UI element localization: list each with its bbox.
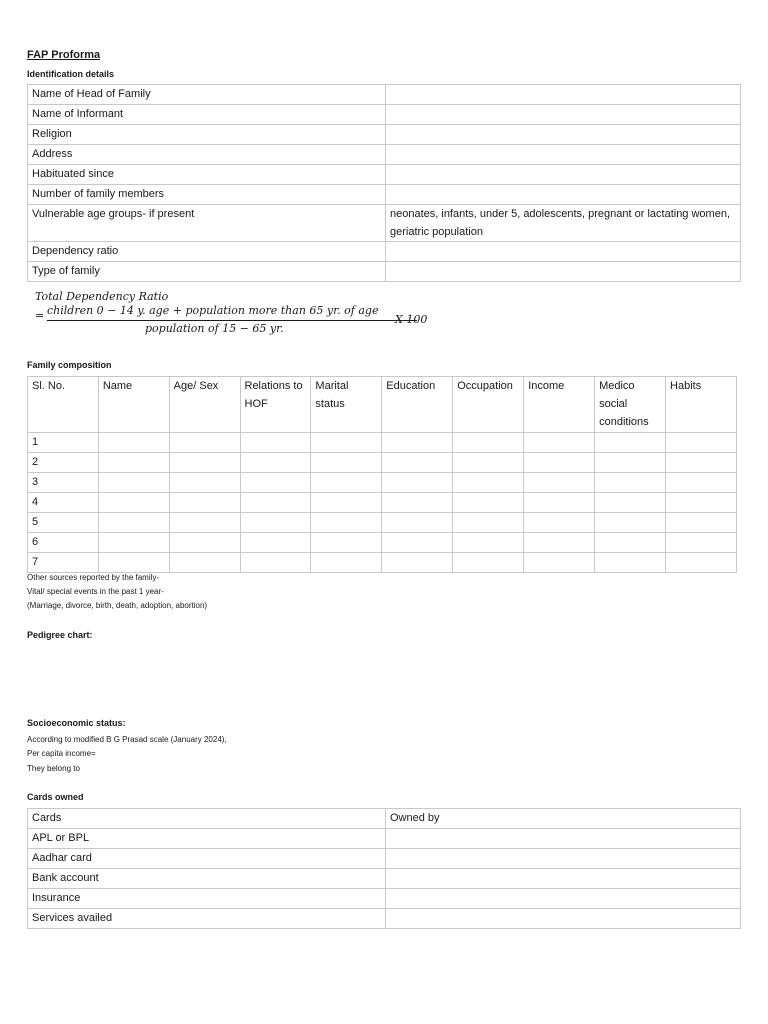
empty-cell: [524, 533, 595, 553]
identification-row: [28, 105, 741, 125]
column-header: Sl. No.: [28, 377, 99, 433]
empty-cell: [240, 553, 311, 573]
empty-cell: [524, 473, 595, 493]
card-type: Insurance: [28, 889, 386, 909]
empty-cell: [98, 433, 169, 453]
empty-cell: [311, 513, 382, 533]
owned-by-column-header: Owned by: [386, 809, 741, 829]
table-row: [28, 433, 737, 453]
serial-number: 2: [28, 453, 99, 473]
column-header: Name: [98, 377, 169, 433]
empty-cell: [666, 553, 737, 573]
identification-heading: Identification details: [27, 69, 115, 79]
document-title: FAP Proforma: [27, 49, 101, 61]
empty-cell: [453, 473, 524, 493]
empty-cell: [169, 493, 240, 513]
empty-cell: [666, 513, 737, 533]
empty-cell: [98, 553, 169, 573]
table-row: [28, 889, 741, 909]
empty-cell: [453, 513, 524, 533]
empty-cell: [382, 433, 453, 453]
empty-cell: [666, 453, 737, 473]
family-composition-heading: Family composition: [27, 360, 112, 370]
empty-cell: [595, 433, 666, 453]
empty-cell: [240, 473, 311, 493]
identification-row: [28, 165, 741, 185]
empty-cell: [240, 513, 311, 533]
family-composition-table: [27, 376, 737, 573]
empty-cell: [453, 533, 524, 553]
column-header: Income: [524, 377, 595, 433]
empty-cell: [524, 493, 595, 513]
column-header: Occupation: [453, 377, 524, 433]
table-row: [28, 553, 737, 573]
empty-cell: [595, 533, 666, 553]
other-sources-note: Other sources reported by the family-: [27, 573, 160, 582]
empty-cell: [311, 433, 382, 453]
owned-by-value: [386, 849, 741, 869]
owned-by-value: [386, 869, 741, 889]
serial-number: 7: [28, 553, 99, 573]
field-value: [386, 105, 741, 125]
field-value: [386, 165, 741, 185]
column-header: Habits: [666, 377, 737, 433]
formula-equals: =: [35, 309, 45, 322]
empty-cell: [169, 433, 240, 453]
empty-cell: [595, 513, 666, 533]
empty-cell: [169, 553, 240, 573]
empty-cell: [311, 553, 382, 573]
card-type: APL or BPL: [28, 829, 386, 849]
field-label: Type of family: [28, 262, 386, 282]
vital-events-note: Vital/ special events in the past 1 year-: [27, 587, 164, 596]
formula-title: Total Dependency Ratio: [35, 290, 169, 303]
empty-cell: [524, 433, 595, 453]
empty-cell: [382, 473, 453, 493]
field-value: [386, 125, 741, 145]
field-label: Vulnerable age groups- if present: [28, 205, 386, 242]
field-value: [386, 185, 741, 205]
identification-row: [28, 145, 741, 165]
empty-cell: [453, 433, 524, 453]
empty-cell: [595, 493, 666, 513]
field-value: neonates, infants, under 5, adolescents, pregnant or lactating women, geriatric population: [386, 205, 741, 242]
socioeconomic-heading: Socioeconomic status:: [27, 718, 126, 728]
empty-cell: [666, 533, 737, 553]
empty-cell: [666, 493, 737, 513]
empty-cell: [595, 453, 666, 473]
column-header: Education: [382, 377, 453, 433]
cards-owned-heading: Cards owned: [27, 792, 84, 802]
table-row: [28, 849, 741, 869]
field-label: Habituated since: [28, 165, 386, 185]
table-row: [28, 829, 741, 849]
empty-cell: [595, 553, 666, 573]
identification-row: [28, 185, 741, 205]
owned-by-value: [386, 829, 741, 849]
empty-cell: [311, 473, 382, 493]
field-label: Name of Head of Family: [28, 85, 386, 105]
cards-owned-table: [27, 808, 741, 929]
empty-cell: [524, 453, 595, 473]
empty-cell: [524, 513, 595, 533]
field-label: Address: [28, 145, 386, 165]
empty-cell: [382, 533, 453, 553]
empty-cell: [311, 533, 382, 553]
column-header: Medico social conditions: [595, 377, 666, 433]
socioeconomic-scale-line: According to modified B G Prasad scale (January 2024),: [27, 735, 227, 744]
table-row: [28, 513, 737, 533]
identification-row: [28, 205, 741, 242]
empty-cell: [169, 473, 240, 493]
empty-cell: [666, 473, 737, 493]
owned-by-value: [386, 909, 741, 929]
formula-numerator: children 0 − 14 y. age + population more than 65 yr. of age: [47, 304, 379, 317]
empty-cell: [311, 493, 382, 513]
empty-cell: [98, 473, 169, 493]
field-label: Number of family members: [28, 185, 386, 205]
empty-cell: [240, 433, 311, 453]
serial-number: 6: [28, 533, 99, 553]
owned-by-value: [386, 889, 741, 909]
identification-row: [28, 125, 741, 145]
table-row: [28, 473, 737, 493]
field-value: [386, 262, 741, 282]
empty-cell: [98, 493, 169, 513]
field-value: [386, 242, 741, 262]
empty-cell: [453, 493, 524, 513]
table-row: [28, 493, 737, 513]
formula-denominator: population of 15 − 65 yr.: [145, 322, 284, 335]
per-capita-income-line: Per capita income=: [27, 749, 96, 758]
class-belong-line: They belong to: [27, 764, 80, 773]
identification-row: [28, 242, 741, 262]
identification-row: [28, 262, 741, 282]
empty-cell: [98, 453, 169, 473]
formula-multiplier: X 100: [395, 313, 428, 326]
identification-table: [27, 84, 741, 282]
table-row: [28, 453, 737, 473]
empty-cell: [382, 513, 453, 533]
empty-cell: [382, 453, 453, 473]
empty-cell: [240, 533, 311, 553]
empty-cell: [169, 453, 240, 473]
card-type: Aadhar card: [28, 849, 386, 869]
empty-cell: [169, 513, 240, 533]
field-label: Religion: [28, 125, 386, 145]
table-row: [28, 909, 741, 929]
identification-row: [28, 85, 741, 105]
formula-fraction-bar: [47, 320, 417, 321]
column-header: Age/ Sex: [169, 377, 240, 433]
serial-number: 3: [28, 473, 99, 493]
empty-cell: [311, 453, 382, 473]
pedigree-chart-heading: Pedigree chart:: [27, 630, 93, 640]
empty-cell: [453, 553, 524, 573]
field-value: [386, 145, 741, 165]
table-row: [28, 533, 737, 553]
field-label: Name of Informant: [28, 105, 386, 125]
empty-cell: [524, 553, 595, 573]
card-type: Bank account: [28, 869, 386, 889]
column-header: Relations to HOF: [240, 377, 311, 433]
table-row: [28, 869, 741, 889]
empty-cell: [453, 453, 524, 473]
empty-cell: [382, 553, 453, 573]
column-header: Marital status: [311, 377, 382, 433]
empty-cell: [595, 473, 666, 493]
empty-cell: [98, 513, 169, 533]
empty-cell: [240, 493, 311, 513]
cards-column-header: Cards: [28, 809, 386, 829]
serial-number: 1: [28, 433, 99, 453]
serial-number: 5: [28, 513, 99, 533]
cards-header-row: [28, 809, 741, 829]
field-label: Dependency ratio: [28, 242, 386, 262]
empty-cell: [382, 493, 453, 513]
card-type: Services availed: [28, 909, 386, 929]
empty-cell: [98, 533, 169, 553]
serial-number: 4: [28, 493, 99, 513]
empty-cell: [666, 433, 737, 453]
empty-cell: [240, 453, 311, 473]
vital-events-examples: (Marriage, divorce, birth, death, adoption, abortion): [27, 601, 208, 610]
composition-header-row: [28, 377, 737, 433]
empty-cell: [169, 533, 240, 553]
field-value: [386, 85, 741, 105]
